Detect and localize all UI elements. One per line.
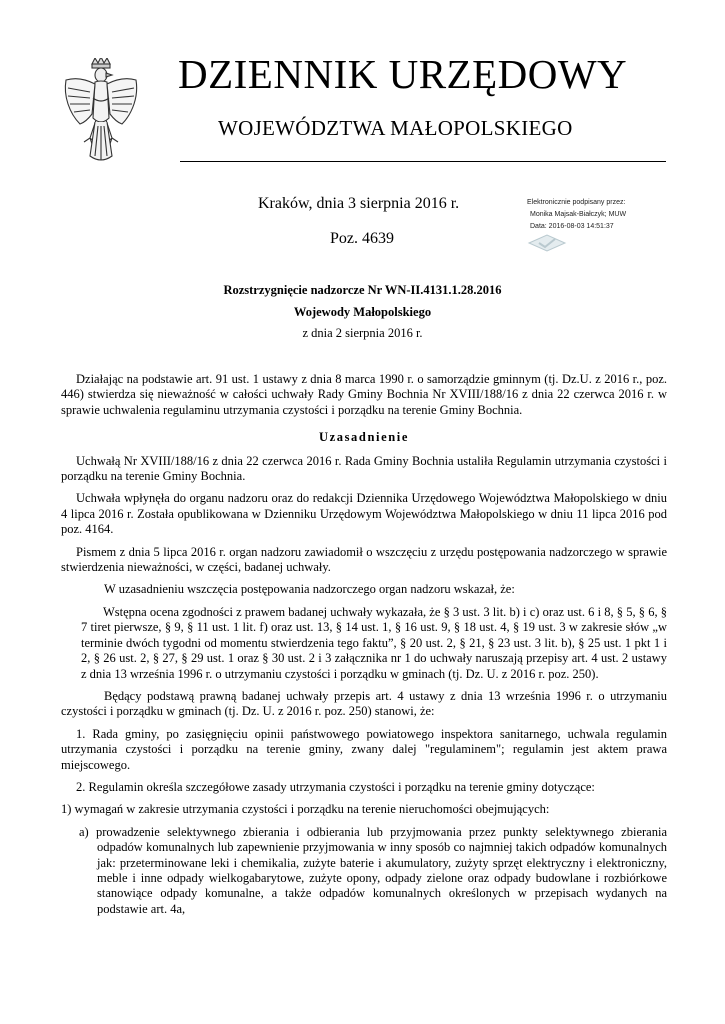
act-date: z dnia 2 sierpnia 2016 r. xyxy=(302,326,423,340)
paragraph: Będący podstawą prawną badanej uchwały przepis art. 4 ustawy z dnia 13 września 1996 r. o utrzymaniu czystości i porządku w gminach (tj. Dz. U. z 2016 r. poz. 250) stanowi, że: xyxy=(61,688,667,719)
list-item: 1) wymagań w zakresie utrzymania czystości i porządku na terenie nieruchomości obejmujących: xyxy=(61,802,550,817)
position-number: Poz. 4639 xyxy=(330,230,394,247)
paragraph: Uchwała wpłynęła do organu nadzoru oraz do redakcji Dziennika Urzędowego Województwa Małopolskiego w dniu 4 lipca 2016 r. Została opublikowana w Dzienniku Urzędowym Województwa Małopolskiego w dniu 11 lipca 2016 pod poz. 4164. xyxy=(61,491,667,537)
act-title: Rozstrzygnięcie nadzorcze Nr WN-II.4131.1.28.2016 xyxy=(223,283,502,297)
list-item: 2. Regulamin określa szczegółowe zasady utrzymania czystości i porządku na terenie gminy dotyczące: xyxy=(76,779,595,794)
masthead-divider xyxy=(180,161,666,162)
act-issuer: Wojewody Małopolskiego xyxy=(293,305,432,319)
signature-line: Elektronicznie podpisany przez: xyxy=(527,199,626,206)
paragraph: W uzasadnieniu wszczęcia postępowania nadzorczego organ nadzoru wskazał, że: xyxy=(104,582,515,597)
section-heading: Uzasadnienie xyxy=(318,430,410,445)
paragraph: Uchwałą Nr XVIII/188/16 z dnia 22 czerwca 2016 r. Rada Gminy Bochnia ustaliła Regulamin utrzymania czystości i porządku na terenie Gminy Bochnia. xyxy=(61,453,667,484)
quoted-paragraph: Wstępna ocena zgodności z prawem badanej uchwały wykazała, że § 3 ust. 3 lit. b) i c) oraz ust. 6 i 8, § 5, § 6, § 7 tiret pierwsze, § 9, § 11 ust. 1 lit. f) oraz ust. 13, § 14 ust. 1, § 16 ust. 9, § 18 ust. 4, § 19 ust. 3 w zakresie słów „w terminie dwóch tygodni od momentu stwierdzenia tego faktu”, § 20 ust. 2, § 21, § 23 ust. 3 lit. b), § 25 ust. 1 pkt 1 i 2, § 26 ust. 2, § 27, § 29 ust. 1 oraz § 30 ust. 2 i 3 załącznika nr 1 do uchwały naruszają przepisy art. 4 ust. 2 ustawy z dnia 13 września 1996 r. o utrzymaniu czystości i porządku w gminach (tj. Dz. U. z 2016 r. poz. 250). xyxy=(81,604,667,681)
list-item: a) prowadzenie selektywnego zbierania i odbierania lub przyjmowania przez punkty selektywnego zbierania odpadów komunalnych lub zapewnienie przyjmowania w inny sposób co najmniej takich odpadów komunalnych jak: przeterminowane leki i chemikalia, zużyte baterie i akumulatory, zużyty sprzęt elektryczny i elektroniczny, meble i inne odpady wielkogabarytowe, zużyte opony, odpady zielone oraz odpady budowlane i rozbiórkowe stanowiące odpady komunalne, a także odpadów komunalnych określonych w przepisach wydanych na podstawie art. 4a, xyxy=(79,824,667,916)
white-eagle-emblem-icon xyxy=(62,58,140,168)
paragraph: Pismem z dnia 5 lipca 2016 r. organ nadzoru zawiadomił o wszczęciu z urzędu postępowania nadzorczego w sprawie stwierdzenia nieważności, w części, badanej uchwały. xyxy=(61,544,667,575)
intro-paragraph: Działając na podstawie art. 91 ust. 1 ustawy z dnia 8 marca 1990 r. o samorządzie gminnym (tj. Dz.U. z 2016 r., poz. 446) stwierdza się nieważność w całości uchwały Rady Gminy Bochnia Nr XVIII/188/16 z dnia 22 czerwca 2016 r. w sprawie uchwalenia regulaminu utrzymania czystości i porządku na terenie Gminy Bochnia. xyxy=(61,372,667,417)
journal-title: DZIENNIK URZĘDOWY xyxy=(178,51,628,97)
electronic-signature-block xyxy=(527,197,626,233)
journal-subtitle: WOJEWÓDZTWA MAŁOPOLSKIEGO xyxy=(218,116,573,140)
dateline: Kraków, dnia 3 sierpnia 2016 r. xyxy=(258,195,460,212)
list-item: 1. Rada gminy, po zasięgnięciu opinii państwowego powiatowego inspektora sanitarnego, uchwala regulamin utrzymania czystości i porządku na terenie gminy, zwany dalej "regulaminem"; regulamin jest aktem prawa miejscowego. xyxy=(61,726,667,772)
document-body xyxy=(61,372,667,917)
signature-signer: Monika Majsak-Białczyk; MUW xyxy=(530,211,627,218)
signature-date: Data: 2016-08-03 14:51:37 xyxy=(530,223,614,230)
signature-check-icon xyxy=(527,233,567,253)
